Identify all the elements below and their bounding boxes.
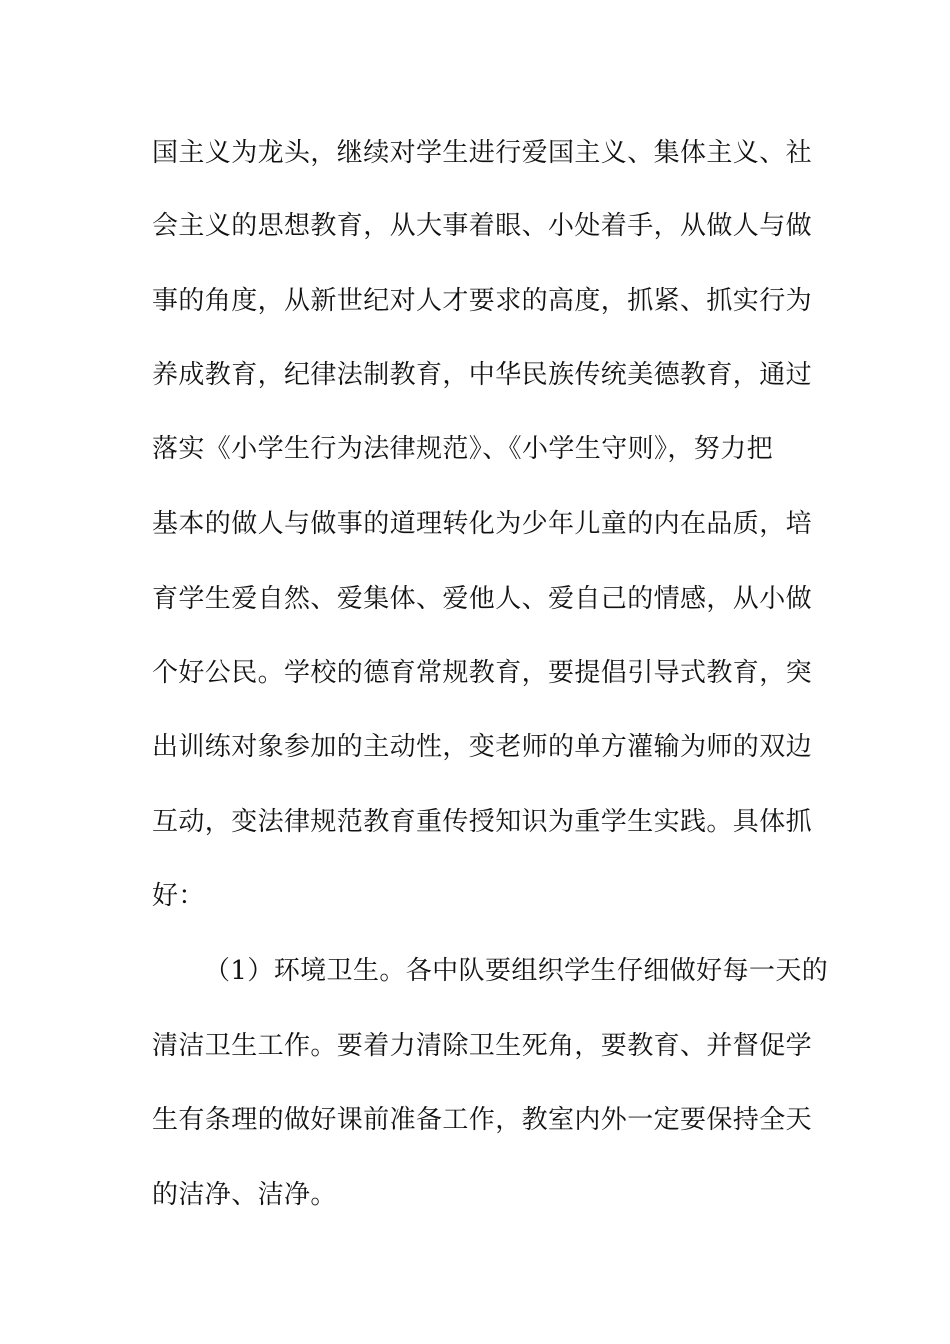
body-text-line: 国主义为龙头，继续对学生进行爱国主义、集体主义、社 — [152, 138, 813, 168]
body-text-line: 事的角度，从新世纪对人才要求的高度，抓紧、抓实行为 — [152, 286, 813, 316]
body-text-line: 互动，变法律规范教育重传授知识为重学生实践。具体抓 — [152, 807, 813, 837]
body-text-line: 落实《小学生行为法律规范》、《小学生守则》，努力把 — [152, 434, 774, 464]
body-text-line: 生有条理的做好课前准备工作，教室内外一定要保持全天 — [152, 1105, 813, 1135]
body-text-line: 育学生爱自然、爱集体、爱他人、爱自己的情感，从小做 — [152, 584, 813, 614]
body-text-line: 清洁卫生工作。要着力清除卫生死角，要教育、并督促学 — [152, 1031, 813, 1061]
body-text-line: 的洁净、洁净。 — [152, 1180, 337, 1210]
body-text-line: 好： — [152, 881, 205, 911]
body-text-line: 个好公民。学校的德育常规教育，要提倡引导式教育，突 — [152, 658, 813, 688]
paragraph-first-line: （1）环境卫生。各中队要组织学生仔细做好每一天的 — [204, 956, 829, 986]
body-text-line: 出训练对象参加的主动性，变老师的单方灌输为师的双边 — [152, 732, 813, 762]
body-text-line: 会主义的思想教育，从大事着眼、小处着手，从做人与做 — [152, 211, 813, 241]
body-text-line: 基本的做人与做事的道理转化为少年儿童的内在品质，培 — [152, 509, 813, 539]
body-text-line: 养成教育，纪律法制教育，中华民族传统美德教育，通过 — [152, 360, 813, 390]
